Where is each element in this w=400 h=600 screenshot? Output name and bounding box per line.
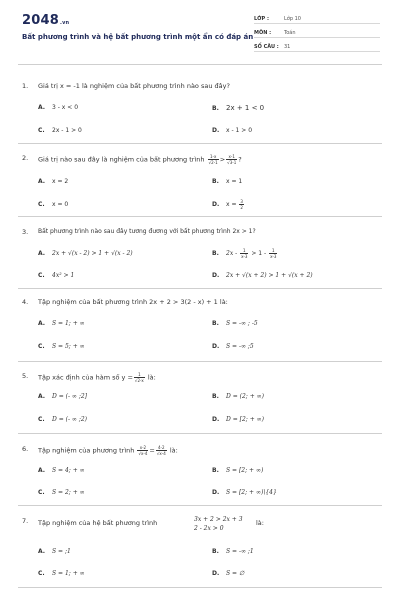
- option-d[interactable]: D. x = $\frac{3}{2}$: [212, 199, 243, 210]
- meta-count: [254, 43, 380, 52]
- question-number: 4.: [22, 298, 29, 306]
- option-d[interactable]: D. S = [2; + ∞)\{4}: [212, 489, 277, 496]
- meta-subject-value: Toán: [284, 30, 296, 36]
- question-text: Tập nghiệm của hệ bất phương trình: [38, 519, 158, 527]
- question-text: Giá trị nào sau đây là nghiệm của bất phương trình $\frac{1-x}{√2-1}$ > $\frac{x-1}{√3-1}$ ?: [38, 154, 242, 165]
- meta-subject-key: MÔN :: [254, 30, 272, 36]
- fraction: $\frac{x-1}{√3-1}$: [227, 154, 237, 165]
- logo-sub: .vn: [59, 20, 70, 26]
- option-c[interactable]: C. D = (- ∞ ;2): [38, 416, 88, 423]
- fraction: $\frac{1}{√2-x}$: [134, 372, 144, 383]
- fraction: $\frac{4-2}{√x-4}$: [156, 445, 166, 456]
- option-a[interactable]: A. S = ;1: [38, 548, 71, 555]
- question-text-end: là:: [256, 519, 264, 527]
- option-a[interactable]: A. 2x + √(x - 2) > 1 + √(x - 2): [38, 250, 133, 257]
- meta-subject: [254, 29, 380, 38]
- option-c[interactable]: C. S = 2; + ∞: [38, 489, 85, 496]
- question-divider: [18, 505, 382, 506]
- inequality-system: 3x + 2 > 2x + 3 2 - 2x > 0: [194, 516, 243, 532]
- question-text: Tập xác định của hàm số y = $\frac{1}{√2-x}$ là:: [38, 372, 156, 383]
- option-a[interactable]: A. D = (- ∞ ;2]: [38, 393, 88, 400]
- question-number: 3.: [22, 228, 29, 236]
- meta-grade: [254, 15, 380, 24]
- question-text: Bất phương trình nào sau đây tương đương với bất phương trình 2x > 1?: [38, 228, 256, 235]
- fraction: $\frac{3}{2}$: [240, 199, 243, 210]
- document-title: Bất phương trình và hệ bất phương trình một ẩn có đáp án: [22, 33, 254, 41]
- meta-count-value: 31: [284, 44, 291, 50]
- meta-grade-key: LỚP :: [254, 16, 269, 22]
- meta-count-key: SỐ CÂU :: [254, 44, 279, 50]
- option-d[interactable]: D. x - 1 > 0: [212, 127, 253, 134]
- header-divider: [18, 64, 382, 65]
- question-divider: [18, 288, 382, 289]
- question-text: Giá trị x = -1 là nghiệm của bất phương trình nào sau đây?: [38, 82, 230, 90]
- option-a[interactable]: A. S = 1; + ∞: [38, 320, 85, 327]
- option-d[interactable]: D. S = -∞ ;5: [212, 343, 254, 350]
- question-number: 5.: [22, 372, 29, 380]
- option-a[interactable]: A. S = 4; + ∞: [38, 467, 85, 474]
- option-d[interactable]: D. D = [2; + ∞): [212, 416, 265, 423]
- option-b[interactable]: B. S = -∞ ;1: [212, 548, 254, 555]
- question-divider: [18, 143, 382, 144]
- question-divider: [18, 361, 382, 362]
- option-b[interactable]: B. D = (2; + ∞): [212, 393, 265, 400]
- option-b[interactable]: B. S = -∞ ; -5: [212, 320, 258, 327]
- question-divider: [18, 216, 382, 217]
- question-number: 2.: [22, 154, 29, 162]
- option-a[interactable]: A. x = 2: [38, 178, 69, 185]
- question-divider: [18, 433, 382, 434]
- option-b[interactable]: B. x = 1: [212, 178, 243, 185]
- option-b[interactable]: B. S = [2; + ∞): [212, 467, 264, 474]
- logo[interactable]: [22, 13, 69, 28]
- option-c[interactable]: C. S = 1; + ∞: [38, 570, 85, 577]
- question-number: 7.: [22, 517, 29, 525]
- question-text: Tập nghiệm của bất phương trình 2x + 2 > 3(2 - x) + 1 là:: [38, 298, 228, 306]
- page-header: [0, 0, 400, 62]
- option-d[interactable]: D. S = ∅: [212, 570, 245, 577]
- meta-grade-value: Lớp 10: [284, 16, 301, 22]
- option-d[interactable]: D. 2x + √(x + 2) > 1 + √(x + 2): [212, 272, 313, 279]
- fraction: $\frac{1-x}{√2-1}$: [208, 154, 218, 165]
- question-number: 1.: [22, 82, 29, 90]
- option-b[interactable]: B. 2x - $\frac{1}{x-3}$ > 1 - $\frac{1}{x-3}$: [212, 248, 277, 259]
- option-c[interactable]: C. 2x - 1 > 0: [38, 127, 82, 134]
- option-c[interactable]: C. x = 0: [38, 201, 69, 208]
- logo-main: 2048: [22, 13, 59, 28]
- question-divider: [18, 587, 382, 588]
- option-c[interactable]: C. S = 5; + ∞: [38, 343, 85, 350]
- question-number: 6.: [22, 445, 29, 453]
- option-c[interactable]: C. 4x² > 1: [38, 272, 75, 279]
- question-text: Tập nghiệm của phương trình $\frac{x-2}{√x-4}$ = $\frac{4-2}{√x-4}$ là:: [38, 445, 178, 456]
- option-a[interactable]: A. 3 - x < 0: [38, 104, 79, 111]
- fraction: $\frac{x-2}{√x-4}$: [138, 445, 148, 456]
- option-b[interactable]: B. 2x + 1 < 0: [212, 104, 265, 112]
